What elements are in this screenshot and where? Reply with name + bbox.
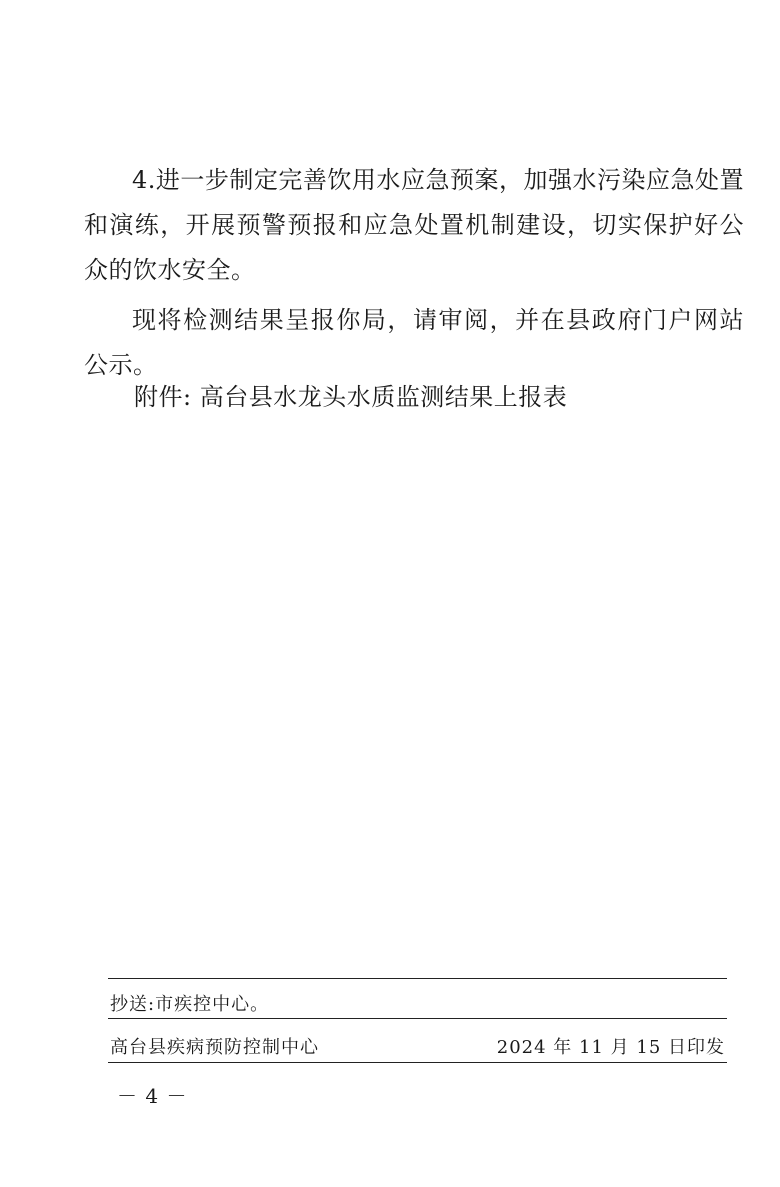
- document-footer: [108, 978, 727, 1063]
- cc-line: [108, 979, 727, 1019]
- issue-date: 2024 年 11 月 15 日印发: [496, 1037, 725, 1058]
- issuing-org: 高台县疾病预防控制中心: [110, 1037, 319, 1058]
- page-number: － 4 －: [117, 1084, 188, 1108]
- body-text: [84, 158, 744, 388]
- paragraph-report-submission: 现将检测结果呈报你局，请审阅，并在县政府门户网站公示。: [84, 306, 744, 379]
- attachment-line: 附件: 高台县水龙头水质监测结果上报表: [134, 383, 568, 411]
- paragraph-emergency-plan: 4.进一步制定完善饮用水应急预案，加强水污染应急处置和演练，开展预警预报和应急处置机制建设，切实保护好公众的饮水安全。: [84, 166, 744, 284]
- cc-text: 抄送:市疾控中心。: [110, 994, 270, 1015]
- issue-line: [108, 1019, 727, 1063]
